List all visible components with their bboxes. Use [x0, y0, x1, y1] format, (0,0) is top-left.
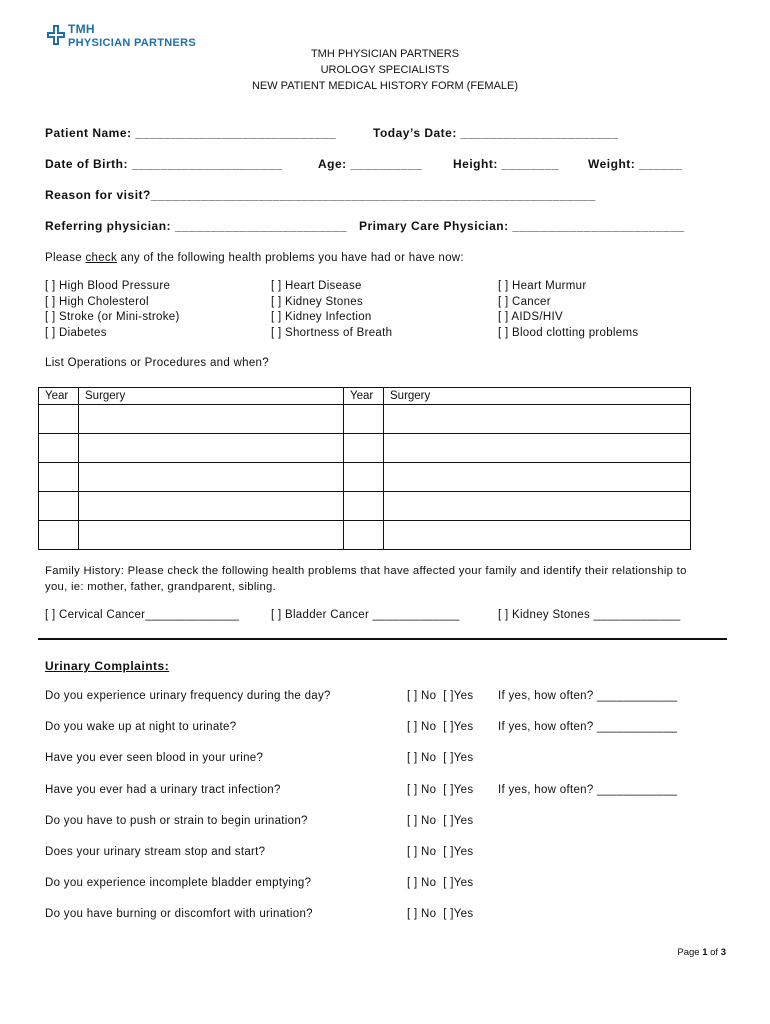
- urinary-heading: Urinary Complaints:: [45, 659, 170, 673]
- how-often-field[interactable]: If yes, how often? ____________: [498, 721, 678, 733]
- table-cell[interactable]: [39, 405, 79, 434]
- table-cell[interactable]: [384, 492, 691, 521]
- family-item-cervical[interactable]: [ ] Cervical Cancer______________: [45, 609, 240, 621]
- dob-field[interactable]: Date of Birth: _____________________: [45, 157, 283, 171]
- page-label: Page: [677, 947, 703, 958]
- checkbox-item[interactable]: [ ] Heart Murmur: [498, 280, 587, 292]
- table-row: [39, 463, 691, 492]
- family-item-bladder[interactable]: [ ] Bladder Cancer _____________: [271, 609, 460, 621]
- checkbox-item[interactable]: [ ] Kidney Infection: [271, 311, 372, 323]
- family-item-kidney[interactable]: [ ] Kidney Stones _____________: [498, 609, 681, 621]
- urinary-question: Do you experience urinary frequency during the day?: [45, 690, 331, 702]
- page-of: of: [707, 947, 721, 958]
- col-header-year: Year: [344, 388, 384, 405]
- prompt-pre: Please: [45, 252, 86, 264]
- urinary-question: Have you ever had a urinary tract infection?: [45, 784, 281, 796]
- yes-no-checkboxes[interactable]: [ ] No [ ]Yes: [407, 752, 474, 764]
- table-cell[interactable]: [344, 521, 384, 550]
- health-col-2: [271, 279, 392, 341]
- urinary-question: Do you have burning or discomfort with urination?: [45, 908, 313, 920]
- table-cell[interactable]: [384, 434, 691, 463]
- operations-table: [38, 387, 691, 550]
- yes-no-checkboxes[interactable]: [ ] No [ ]Yes: [407, 908, 474, 920]
- urinary-question: Do you have to push or strain to begin urination?: [45, 815, 308, 827]
- table-cell[interactable]: [79, 492, 344, 521]
- table-header-row: [39, 388, 691, 405]
- yes-no-checkboxes[interactable]: [ ] No [ ]Yes: [407, 815, 474, 827]
- urinary-question: Have you ever seen blood in your urine?: [45, 752, 264, 764]
- table-cell[interactable]: [344, 405, 384, 434]
- age-field[interactable]: Age: __________: [318, 157, 423, 171]
- checkbox-item[interactable]: [ ] High Cholesterol: [45, 295, 149, 308]
- health-col-1: [45, 279, 180, 341]
- logo: [68, 24, 196, 49]
- family-history-prompt-2: you, ie: mother, father, grandparent, sibling.: [45, 581, 277, 593]
- table-cell[interactable]: [79, 434, 344, 463]
- table-cell[interactable]: [344, 463, 384, 492]
- table-row: [39, 492, 691, 521]
- table-cell[interactable]: [39, 463, 79, 492]
- health-problems-prompt: [45, 252, 464, 264]
- checkbox-item[interactable]: [ ] Stroke (or Mini-stroke): [45, 311, 180, 323]
- table-cell[interactable]: [344, 434, 384, 463]
- section-divider: [38, 638, 727, 640]
- table-cell[interactable]: [39, 521, 79, 550]
- height-field[interactable]: Height: ________: [453, 157, 560, 171]
- weight-field[interactable]: Weight: ______: [588, 157, 683, 171]
- family-history-prompt-1: Family History: Please check the following health problems that have affected your family and identify their relationship to: [45, 565, 687, 577]
- how-often-field[interactable]: If yes, how often? ____________: [498, 784, 678, 796]
- page-number: [677, 947, 726, 958]
- table-cell[interactable]: [39, 492, 79, 521]
- pcp-field[interactable]: Primary Care Physician: ________________________: [359, 219, 685, 233]
- table-cell[interactable]: [79, 405, 344, 434]
- table-cell[interactable]: [39, 434, 79, 463]
- patient-name-field[interactable]: Patient Name: ____________________________: [45, 126, 337, 140]
- checkbox-item[interactable]: [ ] Heart Disease: [271, 280, 362, 292]
- col-header-year: Year: [39, 388, 79, 405]
- col-header-surgery: Surgery: [384, 388, 691, 405]
- table-cell[interactable]: [79, 463, 344, 492]
- operations-prompt: List Operations or Procedures and when?: [45, 357, 269, 369]
- how-often-field[interactable]: If yes, how often? ____________: [498, 690, 678, 702]
- checkbox-item[interactable]: [ ] Shortness of Breath: [271, 326, 393, 339]
- yes-no-checkboxes[interactable]: [ ] No [ ]Yes: [407, 690, 474, 702]
- checkbox-item[interactable]: [ ] High Blood Pressure: [45, 280, 171, 292]
- yes-no-checkboxes[interactable]: [ ] No [ ]Yes: [407, 877, 474, 889]
- table-row: [39, 434, 691, 463]
- checkbox-item[interactable]: [ ] AIDS/HIV: [498, 311, 563, 323]
- col-header-surgery: Surgery: [79, 388, 344, 405]
- prompt-post: any of the following health problems you have had or have now:: [117, 252, 464, 264]
- todays-date-field[interactable]: Today’s Date: ______________________: [373, 126, 619, 140]
- header-dept: UROLOGY SPECIALISTS: [320, 64, 450, 76]
- urinary-question: Does your urinary stream stop and start?: [45, 846, 266, 858]
- table-cell[interactable]: [384, 463, 691, 492]
- prompt-check: check: [85, 252, 118, 264]
- logo-line1: TMH: [68, 22, 95, 36]
- referring-physician-field[interactable]: Referring physician: ________________________: [45, 219, 348, 233]
- checkbox-item[interactable]: [ ] Diabetes: [45, 326, 107, 339]
- header-org: TMH PHYSICIAN PARTNERS: [310, 48, 460, 60]
- cross-plus-icon: [46, 24, 66, 46]
- checkbox-item[interactable]: [ ] Blood clotting problems: [498, 326, 639, 339]
- table-cell[interactable]: [344, 492, 384, 521]
- urinary-question: Do you experience incomplete bladder emptying?: [45, 877, 312, 889]
- reason-field[interactable]: Reason for visit?______________________________________________________________: [45, 188, 596, 202]
- page-num: 1: [702, 947, 708, 958]
- logo-line2: PHYSICIAN PARTNERS: [68, 37, 197, 49]
- urinary-question: Do you wake up at night to urinate?: [45, 721, 237, 733]
- health-col-3: [498, 279, 638, 341]
- table-cell[interactable]: [384, 405, 691, 434]
- table-cell[interactable]: [79, 521, 344, 550]
- table-cell[interactable]: [384, 521, 691, 550]
- table-row: [39, 405, 691, 434]
- page-total: 3: [720, 947, 726, 958]
- checkbox-item[interactable]: [ ] Kidney Stones: [271, 295, 364, 308]
- table-row: [39, 521, 691, 550]
- form-title: NEW PATIENT MEDICAL HISTORY FORM (FEMALE): [251, 80, 519, 92]
- yes-no-checkboxes[interactable]: [ ] No [ ]Yes: [407, 784, 474, 796]
- yes-no-checkboxes[interactable]: [ ] No [ ]Yes: [407, 846, 474, 858]
- checkbox-item[interactable]: [ ] Cancer: [498, 295, 551, 308]
- yes-no-checkboxes[interactable]: [ ] No [ ]Yes: [407, 721, 474, 733]
